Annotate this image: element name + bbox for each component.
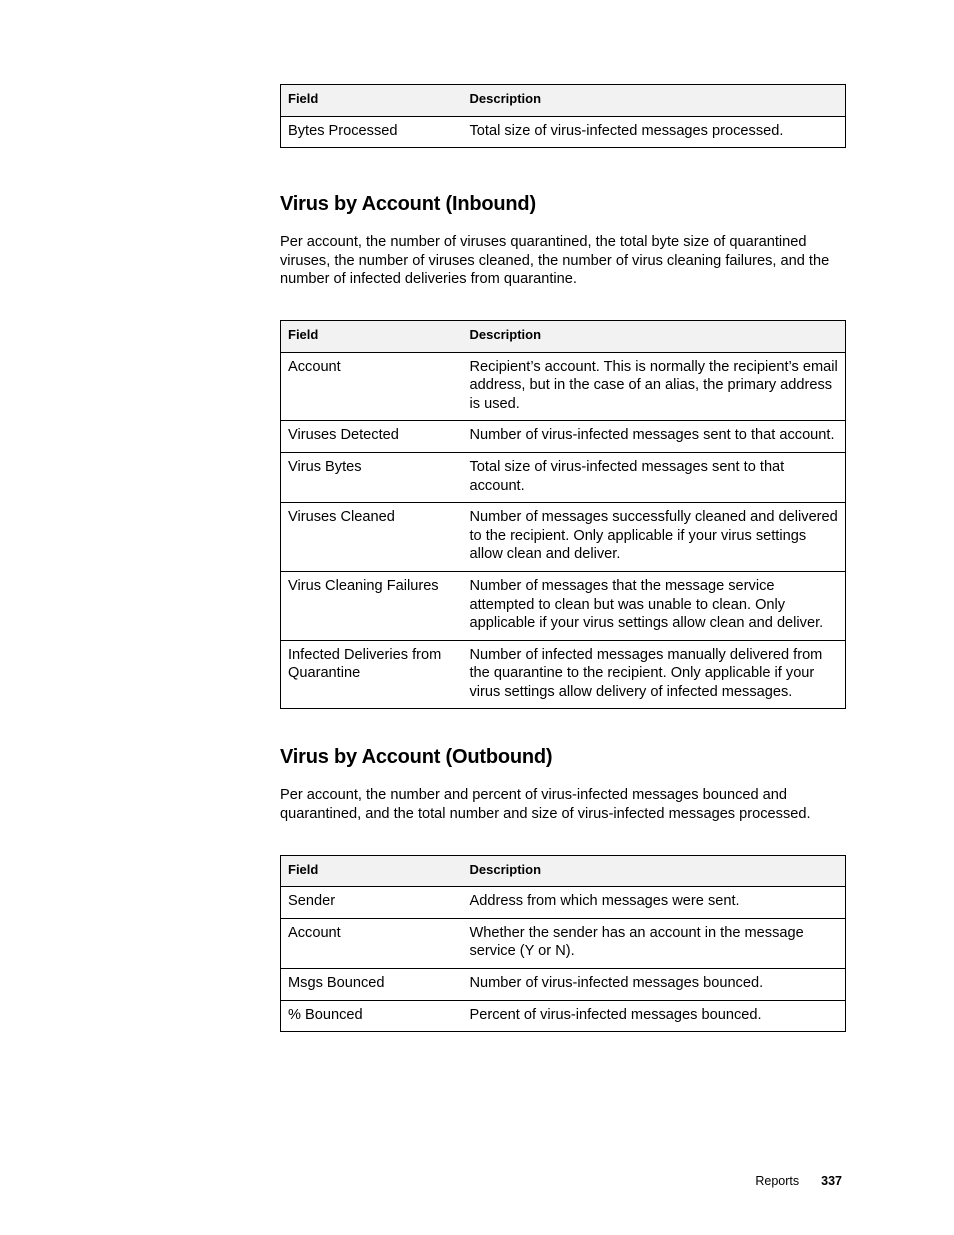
description-cell: Total size of virus-infected messages processed. — [463, 116, 846, 148]
field-cell: Account — [281, 918, 463, 968]
page-footer — [755, 1174, 842, 1188]
description-cell: Number of virus-infected messages sent to that account. — [463, 421, 846, 453]
section-heading-outbound: Virus by Account (Outbound) — [280, 746, 553, 769]
field-cell: Viruses Cleaned — [281, 503, 463, 572]
section-intro-inbound: Per account, the number of viruses quarantined, the total byte size of quarantined viruses, the number of viruses cleaned, the number of virus cleaning failures, and the number of infected deliveries from quarantine. — [280, 234, 830, 288]
table-row — [281, 918, 846, 968]
description-cell: Number of virus-infected messages bounced. — [463, 969, 846, 1001]
bytes-processed-table — [280, 84, 846, 148]
table-row — [281, 452, 846, 502]
description-cell: Number of messages successfully cleaned and delivered to the recipient. Only applicable if your virus settings allow clean and deliver. — [463, 503, 846, 572]
table-header-row — [281, 320, 846, 352]
inbound-fields-table — [280, 320, 846, 710]
description-cell: Number of infected messages manually delivered from the quarantine to the recipient. Only applicable if your virus settings allow delivery of infected messages. — [463, 640, 846, 709]
table-row — [281, 640, 846, 709]
page-content — [280, 84, 845, 1032]
description-cell: Total size of virus-infected messages sent to that account. — [463, 452, 846, 502]
page-number: 337 — [821, 1174, 842, 1188]
section-intro-outbound: Per account, the number and percent of virus-infected messages bounced and quarantined, and the total number and size of virus-infected messages processed. — [280, 787, 811, 823]
field-cell: Infected Deliveries from Quarantine — [281, 640, 463, 709]
field-cell: Account — [281, 352, 463, 421]
column-header-field: Field — [281, 320, 463, 352]
footer-section-label: Reports — [755, 1174, 800, 1188]
description-cell: Number of messages that the message service attempted to clean but was unable to clean. Only applicable if your virus settings allow clean and deliver. — [463, 571, 846, 640]
table-row — [281, 571, 846, 640]
field-cell: Virus Cleaning Failures — [281, 571, 463, 640]
field-cell: % Bounced — [281, 1000, 463, 1032]
section-heading-inbound: Virus by Account (Inbound) — [280, 193, 536, 216]
outbound-fields-table — [280, 855, 846, 1033]
description-cell: Recipient’s account. This is normally the recipient’s email address, but in the case of an alias, the primary address is used. — [463, 352, 846, 421]
table-row — [281, 421, 846, 453]
table-row — [281, 352, 846, 421]
table-row — [281, 503, 846, 572]
description-cell: Percent of virus-infected messages bounced. — [463, 1000, 846, 1032]
column-header-description: Description — [463, 855, 846, 887]
column-header-description: Description — [463, 85, 846, 117]
column-header-field: Field — [281, 855, 463, 887]
table-row — [281, 969, 846, 1001]
table-header-row — [281, 85, 846, 117]
table-row — [281, 1000, 846, 1032]
description-cell: Address from which messages were sent. — [463, 887, 846, 919]
column-header-description: Description — [463, 320, 846, 352]
table-header-row — [281, 855, 846, 887]
column-header-field: Field — [281, 85, 463, 117]
field-cell: Sender — [281, 887, 463, 919]
table-row — [281, 116, 846, 148]
description-cell: Whether the sender has an account in the message service (Y or N). — [463, 918, 846, 968]
field-cell: Bytes Processed — [281, 116, 463, 148]
table-row — [281, 887, 846, 919]
field-cell: Viruses Detected — [281, 421, 463, 453]
field-cell: Msgs Bounced — [281, 969, 463, 1001]
field-cell: Virus Bytes — [281, 452, 463, 502]
